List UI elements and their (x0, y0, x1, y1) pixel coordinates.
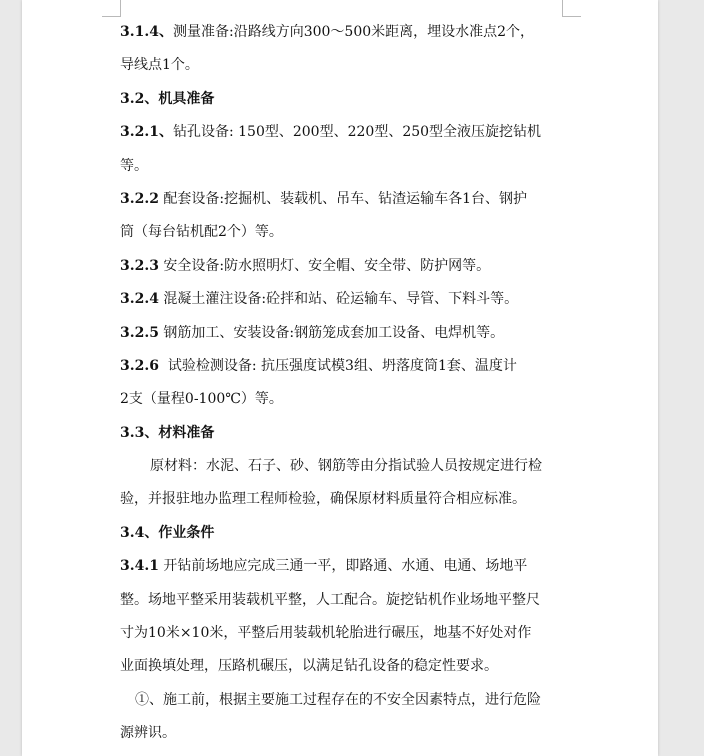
paragraph-line (120, 450, 567, 483)
clause-number: 3.2.5 (120, 324, 159, 341)
line-text: 源辨识。 (120, 725, 176, 742)
paragraph-line (120, 383, 567, 416)
line-text: 钢筋加工、安装设备:钢筋笼成套加工设备、电焊机等。 (158, 324, 505, 341)
line-text: 业面换填处理，压路机碾压，以满足钻孔设备的稳定性要求。 (120, 658, 498, 675)
clause-number: 3.2.3 (120, 257, 159, 274)
paragraph-line (120, 116, 567, 149)
clause-number: 3.2.4 (120, 291, 159, 308)
line-text: 安全设备:防水照明灯、安全帽、安全带、防护网等。 (158, 257, 491, 274)
paragraph-line (120, 250, 567, 283)
document-body (120, 16, 567, 751)
paragraph-line (120, 16, 567, 49)
section-heading (120, 417, 567, 450)
paragraph-line (120, 584, 567, 617)
paragraph-line (120, 49, 567, 82)
line-text: 等。 (120, 157, 148, 174)
paragraph-line (120, 650, 567, 683)
paragraph-line (120, 216, 567, 249)
section-heading (120, 83, 567, 116)
paragraph-line (120, 550, 567, 583)
heading-text: 3.4、作业条件 (120, 524, 215, 541)
line-text: 钻孔设备: 150型、200型、220型、250型全液压旋挖钻机 (172, 124, 542, 141)
line-text: 试验检测设备: 抗压强度试模3组、坍落度筒1套、温度计 (158, 357, 517, 374)
clause-number: 3.2.1、 (120, 124, 173, 141)
line-text: 整。场地平整采用装载机平整，人工配合。旋挖钻机作业场地平整尺 (120, 591, 540, 608)
line-text: 混凝土灌注设备:砼拌和站、砼运输车、导管、下料斗等。 (158, 291, 519, 308)
line-text: 验，并报驻地办监理工程师检验，确保原材料质量符合相应标准。 (120, 491, 526, 508)
heading-text: 3.2、机具准备 (120, 90, 215, 107)
paragraph-line (120, 617, 567, 650)
paragraph-line (120, 317, 567, 350)
clause-number: 3.2.6 (120, 357, 159, 374)
margin-mark-left (102, 0, 121, 17)
clause-number: 3.1.4、 (120, 24, 173, 40)
line-text: 导线点1个。 (120, 57, 199, 74)
paragraph-line (120, 150, 567, 183)
line-text: ①、施工前，根据主要施工过程存在的不安全因素特点，进行危险 (135, 691, 541, 708)
paragraph-line (120, 183, 567, 216)
document-page (22, 0, 658, 756)
paragraph-line (120, 717, 567, 750)
line-text: 寸为10米×10米，平整后用装载机轮胎进行碾压，地基不好处对作 (120, 625, 532, 642)
paragraph-line (120, 283, 567, 316)
line-text: 2支（量程0-100℃）等。 (120, 391, 283, 408)
clause-number: 3.4.1 (120, 558, 159, 575)
clause-number: 3.2.2 (120, 190, 159, 207)
line-text: 原材料：水泥、石子、砂、钢筋等由分指试验人员按规定进行检 (150, 458, 542, 475)
paragraph-line (120, 350, 567, 383)
section-heading (120, 517, 567, 550)
line-text: 开钻前场地应完成三通一平，即路通、水通、电通、场地平 (158, 558, 528, 575)
paragraph-line (120, 684, 567, 717)
paragraph-line (120, 483, 567, 516)
line-text: 筒（每台钻机配2个）等。 (120, 224, 283, 241)
line-text: 测量准备:沿路线方向300～500米距离，埋设水准点2个， (172, 24, 535, 40)
line-text: 配套设备:挖掘机、装载机、吊车、钻渣运输车各1台、钢护 (158, 190, 528, 207)
heading-text: 3.3、材料准备 (120, 424, 215, 441)
margin-mark-right (562, 0, 581, 17)
